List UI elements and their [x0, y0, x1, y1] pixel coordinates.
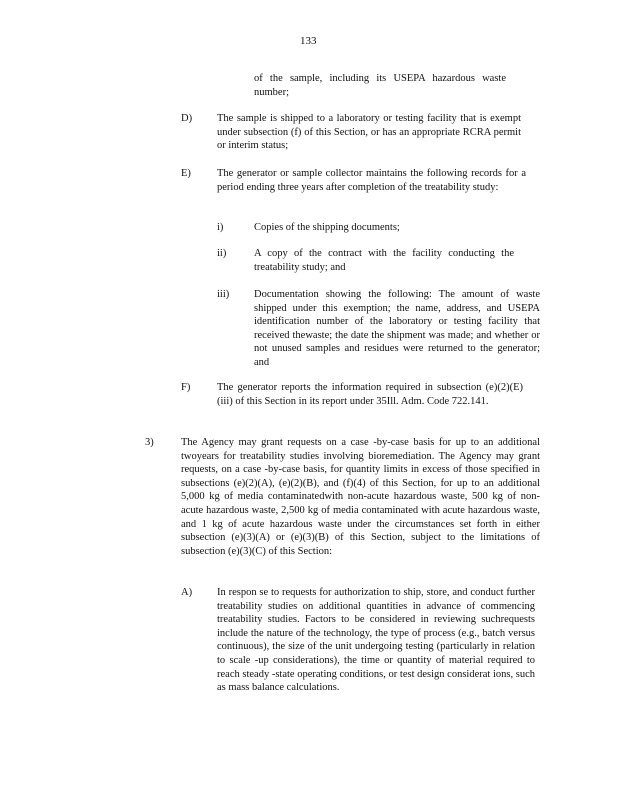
item-text: In respon se to requests for authorization to ship, store, and conduct further treatability studies on additional quantities in advance of commencing treatability studies. Factors to be considered in reviewing suchrequests include the nature of the technology, the type of process (e.g., batch versus continuous), the size of the unit undergoing testing (particularly in relation to scale -up considerations), the time or quantity of material required to reach steady -state operating conditions, or test design considerat ions, such as mass balance calculations.	[217, 587, 535, 694]
item-label: E)	[181, 168, 191, 179]
item-label: iii)	[217, 289, 230, 300]
item-label: A)	[181, 587, 193, 598]
item-label: ii)	[217, 248, 227, 259]
item-text: The generator or sample collector maintains the following records for a period ending three years after completion of the treatability study:	[217, 168, 526, 193]
item-label: i)	[217, 222, 224, 233]
item-text: A copy of the contract with the facility conducting the treatability study; and	[254, 248, 514, 273]
item-text: The Agency may grant requests on a case -by-case basis for up to an additional twoyears for treatability studies involving bioremediation. The Agency may grant requests, on a case -by-case basis, for quantity limits in excess of those specified in subsections (e)(2)(A), (e)(2)(B), and (f)(4) of this Section, for up to an additional 5,000 kg of media contaminatedwith non-acute hazardous waste, 500 kg of non-acute hazardous waste, 2,500 kg of media contaminated with acute hazardous waste, and 1 kg of acute hazardous waste under the circumstances set forth in either subsection (e)(3)(A) or (e)(3)(B) of this Section, subject to the limitations of subsection (e)(3)(C) of this Section:	[181, 437, 540, 557]
item-text: Documentation showing the following: The amount of waste shipped under this exemption; the name, address, and USEPA identification number of the laboratory or testing facility that received thewaste; the date the shipment was made; and whether or not unused samples and residues were returned to the generator; and	[254, 289, 540, 368]
item-text: Copies of the shipping documents;	[254, 222, 400, 233]
item-label: D)	[181, 113, 193, 124]
continuation-text: of the sample, including its USEPA hazardous waste number;	[254, 73, 506, 98]
page-number: 133	[300, 35, 317, 47]
item-text: The generator reports the information required in subsection (e)(2)(E)(iii) of this Section in its report under 35Ill. Adm. Code 722.141.	[217, 382, 523, 407]
item-label: 3)	[145, 437, 154, 448]
item-label: F)	[181, 382, 191, 393]
item-text: The sample is shipped to a laboratory or testing facility that is exempt under subsection (f) of this Section, or has an appropriate RCRA permit or interim status;	[217, 113, 521, 152]
